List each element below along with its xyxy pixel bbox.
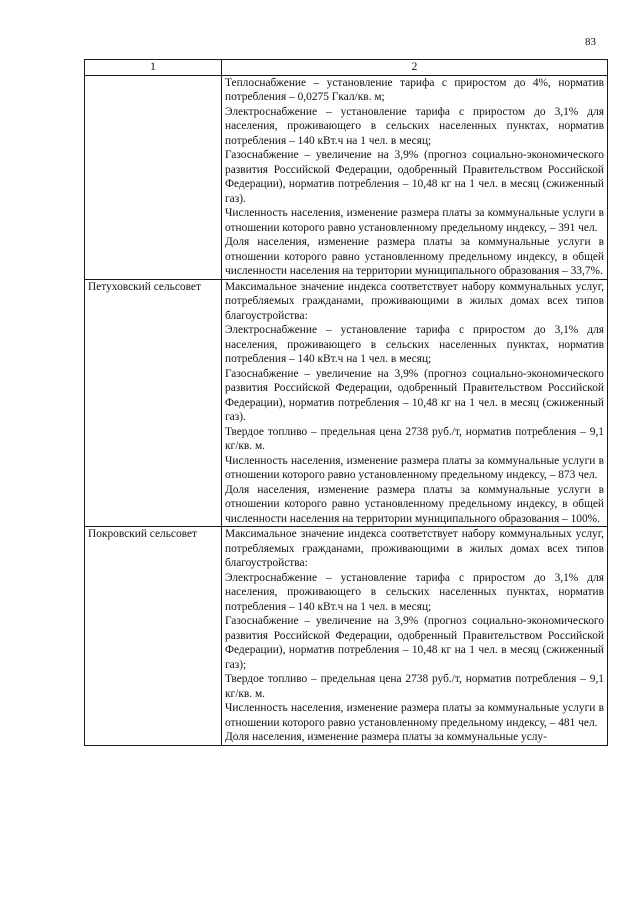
municipality-name (85, 75, 222, 279)
description-paragraph: Доля населения, изменение размера платы за коммунальные услу- (225, 731, 547, 743)
description-paragraph: Газоснабжение – увеличение на 3,9% (прогноз социально-экономического развития Российской Федерации, одобренный Правительством Российской Федерации), норматив потребления – 10,48 кг на 1 чел. в месяц (сжиженный газ). (225, 367, 604, 423)
description-paragraph: Численность населения, изменение размера платы за коммунальные услуги в отношении которого равно установленному предельному индексу, – 391 чел. (225, 207, 604, 234)
municipality-description (222, 75, 608, 279)
description-paragraph: Численность населения, изменение размера платы за коммунальные услуги в отношении которого равно установленному предельному индексу, – 873 чел. (225, 454, 604, 481)
description-paragraph: Численность населения, изменение размера платы за коммунальные услуги в отношении которого равно установленному предельному индексу, – 481 чел. (225, 702, 604, 729)
municipality-name: Петуховский сельсовет (85, 279, 222, 527)
municipality-description (222, 527, 608, 746)
description-paragraph: Газоснабжение – увеличение на 3,9% (прогноз социально-экономического развития Российской Федерации, одобренный Правительством Российской Федерации), норматив потребления – 10,48 кг на 1 чел. в месяц (сжиженный газ); (225, 615, 604, 671)
description-paragraph: Максимальное значение индекса соответствует набору коммунальных услуг, потребляемых гражданами, проживающими в жилых домах всех типов благоустройства: (225, 280, 604, 322)
description-paragraph: Твердое топливо – предельная цена 2738 руб./т, норматив потребления – 9,1 кг/кв. м. (225, 425, 604, 452)
description-paragraph: Твердое топливо – предельная цена 2738 руб./т, норматив потребления – 9,1 кг/кв. м. (225, 673, 604, 700)
description-paragraph: Электроснабжение – установление тарифа с приростом до 3,1% для населения, проживающего в сельских населенных пунктах, норматив потребления – 140 кВт.ч на 1 чел. в месяц; (225, 571, 604, 613)
column-header-2: 2 (222, 60, 608, 76)
table-row (85, 527, 608, 746)
municipality-description (222, 279, 608, 527)
table-row (85, 279, 608, 527)
page-number: 83 (585, 36, 596, 48)
column-header-1: 1 (85, 60, 222, 76)
description-paragraph: Максимальное значение индекса соответствует набору коммунальных услуг, потребляемых гражданами, проживающими в жилых домах всех типов благоустройства: (225, 528, 604, 569)
description-paragraph: Теплоснабжение – установление тарифа с приростом до 4%, норматив потребления – 0,0275 Гкал/кв. м; (225, 76, 604, 103)
table-header-row (85, 60, 608, 76)
description-paragraph: Электроснабжение – установление тарифа с приростом до 3,1% для населения, проживающего в сельских населенных пунктах, норматив потребления – 140 кВт.ч на 1 чел. в месяц; (225, 105, 604, 147)
description-paragraph: Газоснабжение – увеличение на 3,9% (прогноз социально-экономического развития Российской Федерации, одобренный Правительством Российской Федерации), норматив потребления – 10,48 кг на 1 чел. в месяц (сжиженный газ). (225, 149, 604, 205)
municipality-name: Покровский сельсовет (85, 527, 222, 746)
description-paragraph: Доля населения, изменение размера платы за коммунальные услуги в отношении которого равно установленному предельному индексу, в общей численности населения на территории муниципального образования – 100%. (225, 483, 604, 525)
table-row (85, 75, 608, 279)
description-paragraph: Доля населения, изменение размера платы за коммунальные услуги в отношении которого равно установленному предельному индексу, в общей численности населения на территории муниципального образования – 33,7%. (225, 236, 604, 277)
document-table (84, 59, 608, 746)
description-paragraph: Электроснабжение – установление тарифа с приростом до 3,1% для населения, проживающего в сельских населенных пунктах, норматив потребления – 140 кВт.ч на 1 чел. в месяц; (225, 324, 604, 365)
